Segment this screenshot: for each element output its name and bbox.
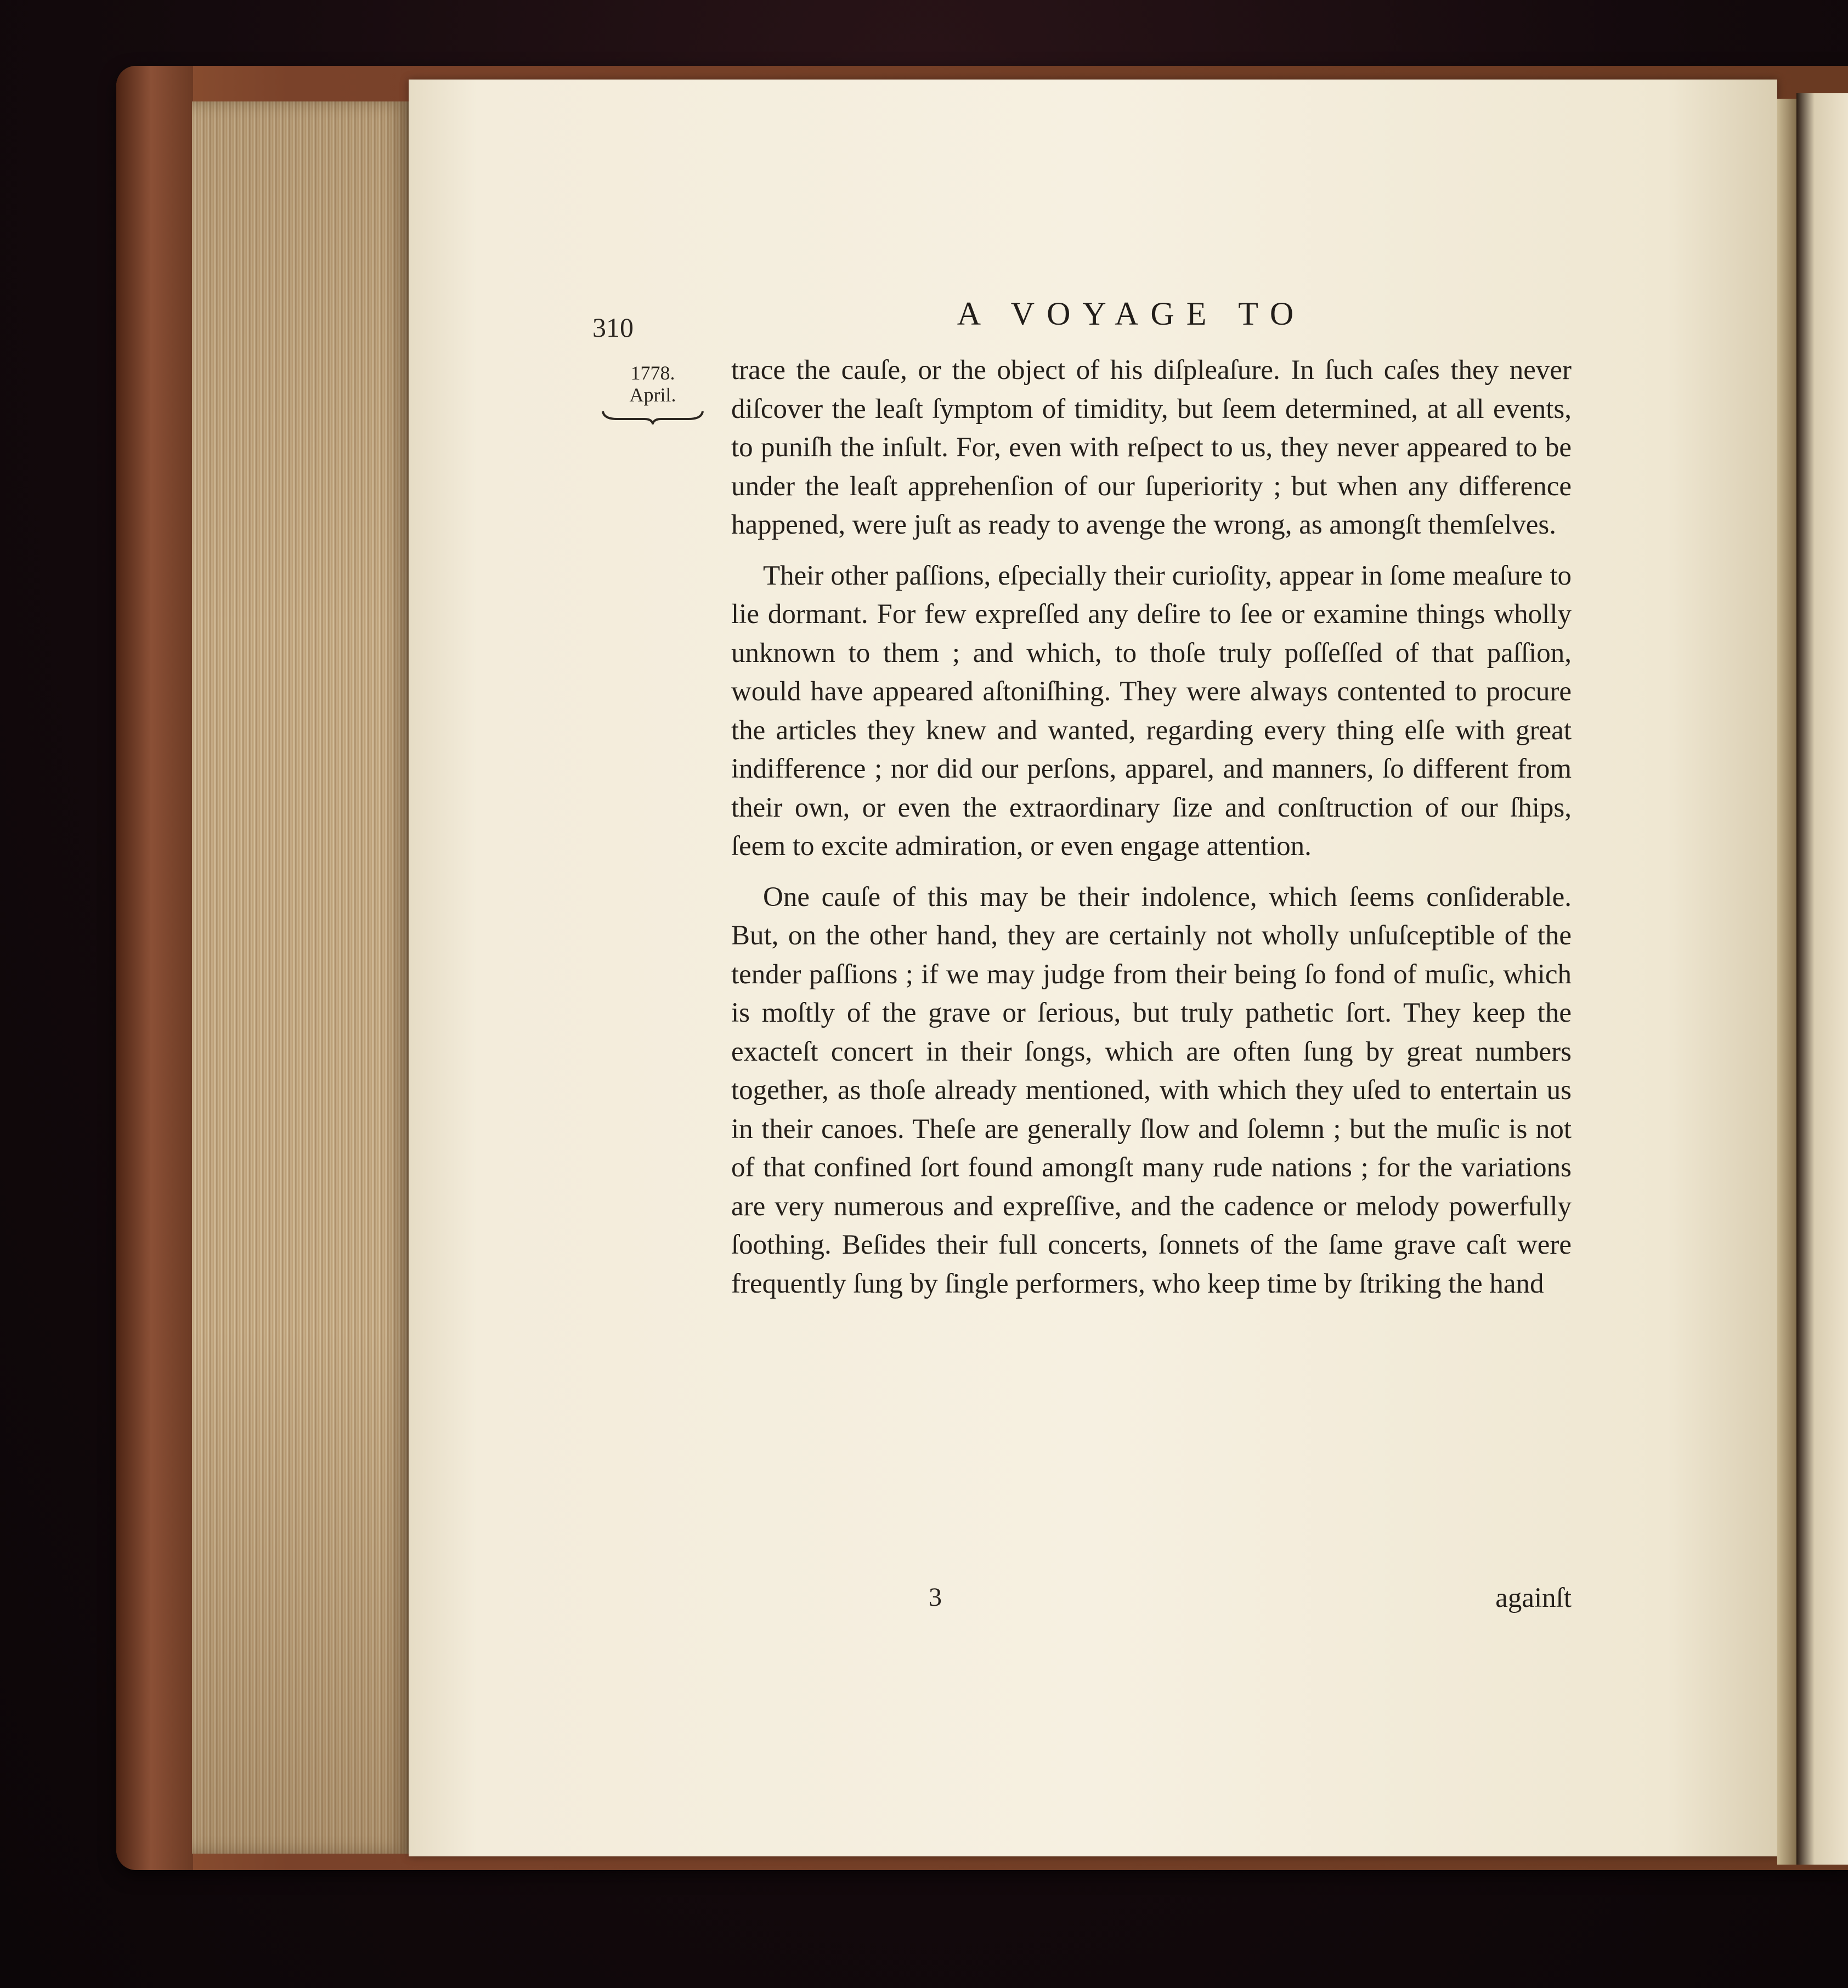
running-title: A VOYAGE TO — [957, 296, 1306, 332]
page-number: 310 — [592, 312, 634, 343]
margin-date-note — [598, 362, 708, 429]
brace-icon — [601, 408, 705, 424]
catchword: againſt — [1495, 1583, 1572, 1613]
paragraph-2: Their other paſſions, eſpecially their curioſity, appear in ſome meaſure to lie dormant. For few expreſſed any deſire to ſee or examine things wholly unknown to them ; and which, to thoſe truly poſſeſſed of that paſſion, would have appeared aſtoniſhing. They were always contented to procure the articles they knew and wanted, regarding every thing elſe with great indifference ; nor did our perſons, apparel, and manners, ſo different from their own, or even the extraordinary ſize and conſtruction of our ſhips, ſeem to excite admiration, or even engage attention. — [731, 560, 1572, 862]
leather-spine-edge — [116, 66, 193, 1870]
signature-mark: 3 — [929, 1583, 942, 1612]
page-edges-shade — [192, 101, 409, 1854]
paragraph-1: trace the cauſe, or the object of his diſpleaſure. In ſuch caſes they never diſcover the leaſt ſymptom of timidity, but ſeem determined, at all events, to puniſh the inſult. For, even with reſpect to us, they never appeared to be under the leaſt apprehenſion of our ſuperiority ; but when any difference happened, were juſt as ready to avenge the wrong, as amongſt themſelves. — [731, 355, 1572, 540]
margin-month: April. — [629, 384, 676, 406]
running-head — [409, 295, 1777, 343]
body-text — [731, 351, 1572, 1303]
margin-year: 1778. — [630, 362, 675, 384]
page-footer — [731, 1582, 1572, 1621]
facing-page-edge — [1796, 93, 1848, 1865]
paragraph-3: One cauſe of this may be their indolence, which ſeems conſiderable. But, on the other hand, they are certainly not wholly unſuſceptible of the tender paſſions ; if we may judge from their being ſo fond of muſic, which is moſtly of the grave or ſerious, but truly pathetic ſort. They keep the exacteſt concert in their ſongs, which are often ſung by great numbers together, as thoſe already mentioned, with which they uſed to entertain us in their canoes. Theſe are generally ſlow and ſolemn ; but the muſic is not of that confined ſort found amongſt many rude nations ; for the variations are very numerous and expreſſive, and the cadence or melody powerfully ſoothing. Beſides their full concerts, ſonnets of the ſame grave caſt were frequently ſung by ſingle performers, who keep time by ſtriking the hand — [731, 881, 1572, 1299]
